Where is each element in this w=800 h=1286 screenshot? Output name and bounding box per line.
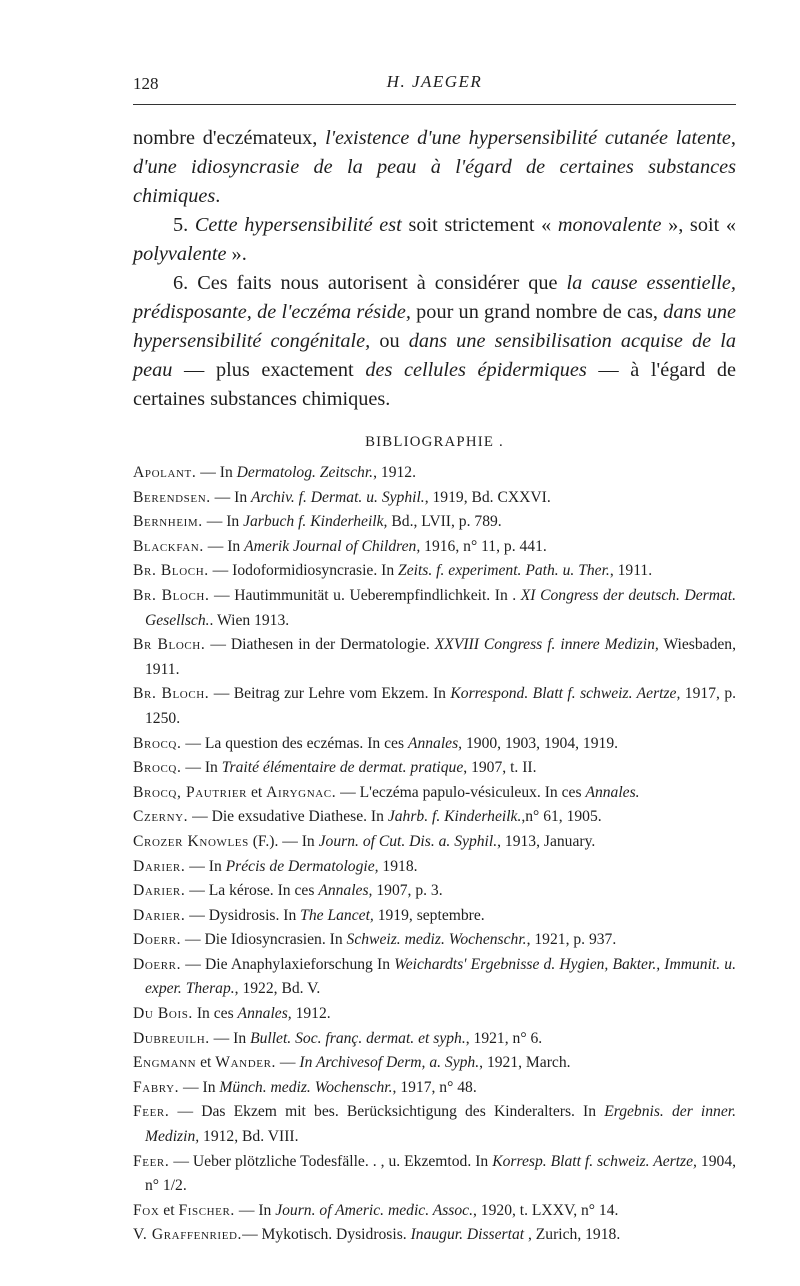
bibliography-entry — [133, 486, 736, 511]
text-run: 1918. — [378, 857, 418, 875]
text-run: — In — [179, 1078, 220, 1096]
italic-text: des cellules épidermiques — [365, 359, 587, 381]
italic-text: monovalente — [557, 214, 662, 236]
author-name: Fox — [133, 1201, 160, 1219]
author-name: Feer. — [133, 1103, 170, 1121]
italic-text: l'existence d'une hypersensibilité cutanée latente — [325, 127, 731, 149]
text-run: 1917, p. 1250. — [145, 685, 737, 727]
bibliography-heading: BIBLIOGRAPHIE . — [365, 434, 504, 450]
text-run: — Die Anaphylaxieforschung In — [181, 955, 395, 973]
text-run: soit strictement « — [401, 214, 558, 236]
text-run: — In — [209, 1029, 251, 1047]
bibliography-entry — [133, 1150, 736, 1199]
bibliography-entry — [133, 732, 736, 757]
italic-text: In Archivesof Derm, a. Syph. — [299, 1054, 480, 1072]
bibliography-entry — [133, 855, 736, 880]
text-run: — à l'égard de certaines substances chimiques. — [133, 359, 736, 410]
italic-text: Annales, — [237, 1005, 292, 1023]
author-name: Fischer. — [178, 1201, 235, 1219]
text-run: — Ueber plötzliche Todesfälle. . , u. Ekzemtod. In — [169, 1152, 493, 1170]
bibliography-entry — [133, 879, 736, 904]
text-run: Bd., LVII, p. 789. — [387, 513, 502, 531]
author-name: Fabry. — [133, 1078, 180, 1096]
text-run: — Die exsudative Diathese. In — [188, 808, 388, 826]
bibliography-entry — [133, 904, 736, 929]
italic-text: dans une sensibilisation acquise de la peau — [133, 330, 736, 381]
paragraph-conclusion-4-end — [133, 124, 736, 211]
text-run: — In — [185, 857, 226, 875]
text-run: — Diathesen in der Dermatologie. — [205, 636, 435, 654]
text-run: — In — [196, 464, 237, 481]
author-name: Br. Bloch. — [133, 562, 209, 580]
text-run: — In — [210, 488, 252, 506]
author-name: Brocq. — [133, 734, 182, 752]
text-run: , Zurich, 1918. — [524, 1226, 621, 1244]
text-run: — Iodoformidiosyncrasie. In — [208, 562, 399, 580]
text-run: , 1921, n° 6. — [465, 1029, 543, 1047]
bibliography-entry — [133, 461, 736, 486]
bibliography-entry — [133, 928, 736, 953]
text-run: , 1911. — [609, 562, 653, 580]
italic-text: Ergebnis. der inner. Medizin, — [145, 1103, 736, 1146]
text-run: 1912. — [291, 1005, 331, 1023]
bibliography-entry — [133, 584, 736, 633]
author-name: Wander. — [215, 1054, 277, 1072]
italic-text: Précis de Dermatologie, — [225, 857, 379, 875]
italic-text: Archiv. f. Dermat. u. Syphil. — [251, 488, 425, 506]
text-run: nombre d'eczémateux, — [133, 127, 326, 149]
text-run: — In — [234, 1201, 276, 1219]
page-header — [133, 72, 736, 98]
italic-text: Korresp. Blatt f. schweiz. Aertze, — [492, 1152, 697, 1170]
author-name: Darier. — [133, 882, 186, 900]
italic-text: Journ. of Cut. Dis. a. Syphil. — [318, 832, 498, 850]
text-run: , 1922, Bd. V. — [234, 980, 321, 998]
italic-text: d'une idiosyncrasie de la peau à l'égard de certaines substances chimiques — [133, 156, 736, 207]
text-run: , — [730, 127, 736, 149]
author-name: Darier. — [133, 906, 186, 924]
author-name: Du Bois. — [133, 1005, 193, 1023]
text-run: ou — [370, 330, 409, 352]
text-run: In ces — [192, 1005, 238, 1023]
bibliography-list — [133, 461, 736, 1248]
author-name: Brocq, Pautrier — [133, 783, 248, 801]
text-run: pour un grand nombre de cas, — [410, 301, 664, 323]
author-name: Dubreuilh. — [133, 1029, 210, 1047]
bibliography-entry — [133, 756, 736, 781]
text-run: 1900, 1903, 1904, 1919. — [462, 734, 619, 752]
text-run: et — [247, 783, 267, 801]
author-name: Feer. — [133, 1152, 170, 1170]
italic-text: Weichardts' Ergebnisse d. Hygien, Bakter., Immunit. u. exper. Therap. — [145, 955, 736, 998]
text-run: 5. — [173, 214, 195, 236]
author-name: Bernheim. — [133, 513, 203, 531]
author-name: Engmann — [133, 1054, 197, 1072]
text-run: 6. Ces faits nous autorisent à considérer que — [173, 272, 567, 294]
text-run: , 1913, January. — [497, 832, 596, 850]
italic-text: Amerik Journal of Children, — [244, 537, 421, 555]
text-run: 1919, septembre. — [373, 906, 485, 924]
bibliography-entry — [133, 805, 736, 830]
italic-text: Jarbuch f. Kinderheilk, — [243, 513, 388, 531]
text-run: — La kérose. In ces — [185, 882, 319, 900]
text-run: et — [196, 1054, 216, 1072]
bibliography-entry — [133, 1076, 736, 1101]
text-run: — plus exactement — [172, 359, 366, 381]
text-run: , 1919, Bd. CXXVI. — [424, 488, 551, 506]
text-run: — — [276, 1054, 300, 1072]
italic-text: dans une hypersensibilité congénitale, — [133, 301, 736, 352]
author-name: Apolant. — [133, 464, 197, 481]
page-number: 128 — [133, 74, 159, 93]
italic-text: Annales, — [407, 734, 463, 752]
author-name: Darier. — [133, 857, 186, 875]
header-rule — [133, 104, 736, 105]
text-run: , 1921, p. 937. — [526, 931, 617, 949]
text-run: — Hautimmunität u. Ueberempfindlichkeit. In . — [209, 586, 521, 604]
italic-text: Schweiz. mediz. Wochenschr. — [346, 931, 527, 949]
author-name: Br Bloch. — [133, 636, 206, 654]
text-run: 1916, n° 11, p. 441. — [420, 537, 547, 555]
author-name: V. Graffenried. — [133, 1226, 243, 1244]
author-name: Brocq. — [133, 759, 182, 777]
italic-text: Annales. — [585, 783, 640, 801]
author-name: Doerr. — [133, 955, 182, 973]
author-name: Doerr. — [133, 931, 182, 949]
author-name: Blackfan. — [133, 537, 204, 555]
text-run: — Beitrag zur Lehre vom Ekzem. In — [209, 685, 451, 703]
bibliography-entry — [133, 1199, 736, 1224]
text-run: , 1920, t. LXXV, n° 14. — [473, 1201, 619, 1219]
text-run: — Das Ekzem mit bes. Berücksichtigung des Kinderalters. In — [169, 1103, 605, 1121]
author-name: Czerny. — [133, 808, 189, 826]
italic-text: Korrespond. Blatt f. schweiz. Aertze, — [450, 685, 681, 703]
text-run: , 1917, n° 48. — [392, 1078, 477, 1096]
text-run: 1907, p. 3. — [372, 882, 443, 900]
bibliography-entry — [133, 781, 736, 806]
author-name: Airygnac. — [266, 783, 337, 801]
italic-text: Inaugur. Dissertat — [410, 1226, 525, 1244]
italic-text: la cause essentielle, prédisposante, de l'eczéma réside, — [133, 272, 736, 323]
text-run: ,n° 61, 1905. — [521, 808, 602, 826]
bibliography-entry — [133, 633, 736, 682]
author-name: Berendsen. — [133, 488, 211, 506]
text-run: , 1921, March. — [479, 1054, 571, 1072]
text-run: 1912, Bd. VIII. — [199, 1128, 299, 1146]
bibliography-entry — [133, 1100, 736, 1149]
text-run: . Wien 1913. — [209, 611, 290, 629]
text-run: — In — [202, 513, 244, 531]
italic-text: Jahrb. f. Kinderheilk. — [387, 808, 522, 826]
text-run: , 1912. — [373, 464, 416, 481]
running-head: H. JAEGER — [386, 72, 483, 91]
italic-text: Annales, — [318, 882, 373, 900]
bibliography-entry — [133, 830, 736, 855]
paragraph-conclusion-5 — [133, 211, 736, 269]
text-run: — Die Idiosyncrasien. In — [181, 931, 347, 949]
text-run: Wiesbaden, 1911. — [145, 636, 736, 678]
text-run: . — [215, 185, 221, 207]
italic-text: Zeits. f. experiment. Path. u. Ther. — [398, 562, 610, 580]
italic-text: Münch. mediz. Wochenschr. — [219, 1078, 393, 1096]
text-run: — Mykotisch. Dysidrosis. — [242, 1226, 411, 1244]
text-run: — La question des eczémas. In ces — [181, 734, 408, 752]
text-run: — L'eczéma papulo-vésiculeux. In ces — [336, 783, 586, 801]
text-run: — In — [203, 537, 245, 555]
bibliography-entry — [133, 1002, 736, 1027]
page-body — [133, 124, 736, 1248]
bibliography-entry — [133, 1051, 736, 1076]
bibliography-entry — [133, 1027, 736, 1052]
italic-text: XXVIII Congress f. innere Medizin, — [434, 636, 659, 654]
text-run: — Dysidrosis. In — [185, 906, 301, 924]
text-run: 1904, n° 1/2. — [145, 1152, 737, 1195]
italic-text: polyvalente — [133, 243, 227, 265]
italic-text: Journ. of Americ. medic. Assoc. — [275, 1201, 473, 1219]
author-name: Br. Bloch. — [133, 586, 210, 604]
author-name: Br. Bloch. — [133, 685, 210, 703]
author-name: Crozer Knowles — [133, 832, 249, 850]
bibliography-entry — [133, 1223, 736, 1248]
bibliography-entry — [133, 682, 736, 731]
text-run: , 1907, t. II. — [463, 759, 537, 777]
text-run: — In — [181, 759, 222, 777]
italic-text: The Lancet, — [300, 906, 374, 924]
text-run: ». — [226, 243, 247, 265]
paragraph-conclusion-6 — [133, 269, 736, 414]
text-run: », soit « — [661, 214, 736, 236]
bibliography-entry — [133, 953, 736, 1002]
italic-text: Cette hypersensibilité est — [194, 214, 402, 236]
italic-text: Traité élémentaire de dermat. pratique — [221, 759, 464, 777]
bibliography-entry — [133, 535, 736, 560]
bibliography-entry — [133, 559, 736, 584]
italic-text: Dermatolog. Zeitschr. — [236, 464, 374, 481]
bibliography-entry — [133, 510, 736, 535]
text-run: et — [159, 1201, 179, 1219]
italic-text: XI Congress der deutsch. Dermat. Gesellsch. — [145, 586, 736, 629]
italic-text: Bullet. Soc. franç. dermat. et syph. — [250, 1029, 466, 1047]
text-run: (F.). — In — [248, 832, 319, 850]
